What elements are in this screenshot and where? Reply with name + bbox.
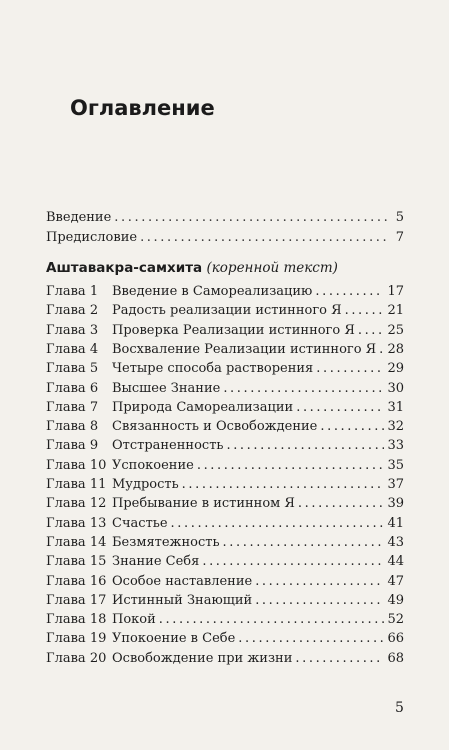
chapter-label: Глава 5 xyxy=(46,361,99,377)
chapter-label: Глава 9 xyxy=(46,438,99,454)
chapter-label: Глава 16 xyxy=(46,573,107,589)
leader-dots xyxy=(255,572,384,591)
chapter-entry[interactable] xyxy=(46,514,404,533)
chapter-page: 35 xyxy=(387,457,404,473)
leader-dots xyxy=(223,379,384,398)
chapter-entry[interactable] xyxy=(46,610,404,629)
section-subtitle: (коренной текст) xyxy=(206,260,338,276)
chapter-title: Упокоение в Себе xyxy=(112,631,236,647)
leader-dots xyxy=(197,456,385,475)
leader-dots xyxy=(159,610,385,629)
chapter-label: Глава 12 xyxy=(46,496,107,512)
chapter-title: Введение в Самореализацию xyxy=(112,284,313,299)
chapter-entry[interactable] xyxy=(46,475,404,494)
chapter-page: 32 xyxy=(387,419,404,435)
chapter-title: Высшее Знание xyxy=(112,380,221,396)
chapter-title: Проверка Реализации истинного Я xyxy=(112,322,355,338)
chapter-entry[interactable] xyxy=(46,533,404,552)
toc-entry-label: Введение xyxy=(46,210,112,225)
chapter-entry[interactable] xyxy=(46,301,404,320)
chapter-label: Глава 10 xyxy=(46,457,107,473)
chapter-title: Связанность и Освобождение xyxy=(112,419,318,435)
toc-entry-introduction[interactable] xyxy=(46,208,404,228)
chapter-title: Покой xyxy=(112,612,156,628)
leader-dots xyxy=(114,208,389,228)
leader-dots xyxy=(238,629,384,648)
chapter-entry[interactable] xyxy=(46,629,404,648)
chapter-title: Особое наставление xyxy=(112,573,253,589)
chapter-entry[interactable] xyxy=(46,417,404,436)
leader-dots xyxy=(315,282,384,301)
chapter-label: Глава 2 xyxy=(46,303,99,319)
chapter-label: Глава 20 xyxy=(46,650,107,666)
chapter-page: 68 xyxy=(387,650,404,666)
leader-dots xyxy=(379,340,384,359)
chapter-title: Безмятежность xyxy=(112,534,220,550)
leader-dots xyxy=(298,494,385,513)
leader-dots xyxy=(226,436,384,455)
chapter-title: Природа Самореализации xyxy=(112,399,294,415)
leader-dots xyxy=(140,228,389,248)
chapter-entry[interactable] xyxy=(46,321,404,340)
chapter-label: Глава 14 xyxy=(46,534,107,550)
toc-entry-page: 7 xyxy=(395,230,404,245)
chapter-title: Пребывание в истинном Я xyxy=(112,496,295,512)
section-name: Аштавакра-самхита xyxy=(46,260,203,276)
leader-dots xyxy=(296,398,384,417)
chapter-page: 30 xyxy=(387,380,404,396)
chapter-page: 21 xyxy=(387,303,404,319)
chapter-page: 29 xyxy=(387,361,404,377)
chapter-title: Восхваление Реализации истинного Я xyxy=(112,341,377,357)
chapter-label: Глава 3 xyxy=(46,322,99,338)
chapter-entry[interactable] xyxy=(46,494,404,513)
chapter-title: Мудрость xyxy=(112,477,179,492)
chapter-entry[interactable] xyxy=(46,359,404,378)
chapter-title: Счастье xyxy=(112,515,168,531)
leader-dots xyxy=(223,533,385,552)
chapter-page: 31 xyxy=(387,399,404,415)
chapter-label: Глава 18 xyxy=(46,612,107,628)
chapter-page: 44 xyxy=(387,554,404,570)
chapter-label: Глава 13 xyxy=(46,515,107,531)
chapter-entry[interactable] xyxy=(46,379,404,398)
leader-dots xyxy=(171,514,385,533)
leader-dots xyxy=(358,321,385,340)
chapter-title: Успокоение xyxy=(112,457,194,473)
chapter-page: 47 xyxy=(387,573,404,589)
leader-dots xyxy=(182,475,385,494)
chapter-entry[interactable] xyxy=(46,456,404,475)
chapter-page: 43 xyxy=(387,534,404,550)
chapter-label: Глава 6 xyxy=(46,380,99,396)
section-heading xyxy=(46,258,338,278)
chapter-label: Глава 4 xyxy=(46,341,99,357)
chapter-entry[interactable] xyxy=(46,649,404,668)
page-title: Оглавление xyxy=(70,96,215,120)
chapter-entry[interactable] xyxy=(46,282,404,301)
chapter-page: 49 xyxy=(387,592,404,608)
leader-dots xyxy=(320,417,384,436)
leader-dots xyxy=(345,301,385,320)
chapter-entry[interactable] xyxy=(46,552,404,571)
bleed-through xyxy=(0,0,449,200)
chapter-title: Знание Себя xyxy=(112,554,200,570)
chapter-entry[interactable] xyxy=(46,340,404,359)
chapter-page: 52 xyxy=(387,612,404,628)
chapter-page: 25 xyxy=(387,322,404,338)
page-number: 5 xyxy=(395,700,404,716)
chapter-title: Радость реализации истинного Я xyxy=(112,303,342,319)
chapter-entry[interactable] xyxy=(46,398,404,417)
chapter-label: Глава 7 xyxy=(46,399,99,415)
leader-dots xyxy=(255,591,384,610)
chapter-page: 33 xyxy=(387,438,404,454)
chapter-entry[interactable] xyxy=(46,436,404,455)
leader-dots xyxy=(316,359,384,378)
chapter-label: Глава 1 xyxy=(46,284,99,299)
chapter-page: 37 xyxy=(387,477,404,492)
leader-dots xyxy=(202,552,384,571)
chapter-title: Четыре способа растворения xyxy=(112,361,314,377)
chapter-page: 66 xyxy=(387,631,404,647)
chapter-label: Глава 17 xyxy=(46,592,107,608)
chapter-page: 41 xyxy=(387,515,404,531)
chapter-label: Глава 11 xyxy=(46,477,107,492)
chapter-label: Глава 19 xyxy=(46,631,107,647)
chapter-title: Освобождение при жизни xyxy=(112,650,293,666)
toc-entry-page: 5 xyxy=(395,210,404,225)
toc-entry-label: Предисловие xyxy=(46,230,138,245)
chapter-label: Глава 15 xyxy=(46,554,107,570)
leader-dots xyxy=(295,649,384,668)
chapter-entry[interactable] xyxy=(46,591,404,610)
chapter-page: 17 xyxy=(387,284,404,299)
chapter-page: 39 xyxy=(387,496,404,512)
chapter-page: 28 xyxy=(387,341,404,357)
toc-entry-preface[interactable] xyxy=(46,228,404,248)
chapter-entry[interactable] xyxy=(46,572,404,591)
chapter-title: Истинный Знающий xyxy=(112,592,253,608)
chapter-label: Глава 8 xyxy=(46,419,99,435)
chapter-title: Отстраненность xyxy=(112,438,224,454)
